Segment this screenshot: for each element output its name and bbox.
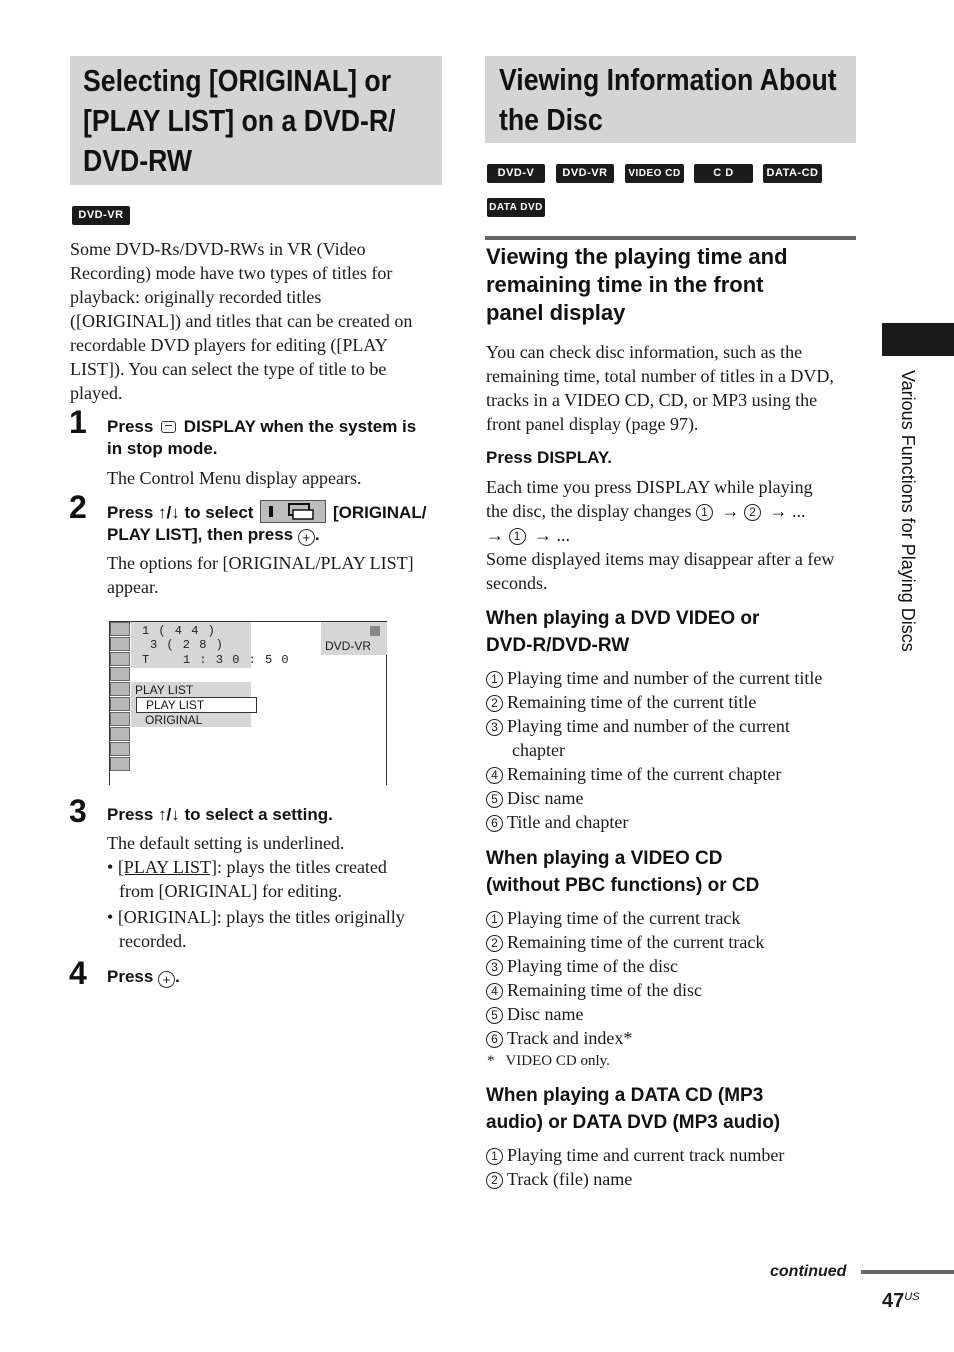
continued-rule (861, 1270, 954, 1274)
video-cd-list (486, 906, 858, 1050)
osd-disc-label: DVD-VR (325, 639, 372, 653)
list-item: 1 Playing time of the current track (486, 906, 858, 930)
enter-button-icon: + (158, 971, 175, 988)
osd-chapter-count: 3 ( 2 8 ) (150, 638, 224, 652)
left-title-line-3: DVD-RW (83, 143, 193, 178)
osd-stop-icon (370, 626, 380, 636)
display-icon (161, 421, 176, 433)
dvd-vr-badge-right: DVD-VR (556, 164, 614, 183)
cd-badge: C D (694, 164, 753, 183)
press-display-heading: Press DISPLAY. (486, 448, 612, 467)
right-title-box (485, 56, 856, 143)
step-3-number: 3 (69, 793, 87, 829)
osd-time: T 1 : 3 0 : 5 0 (142, 653, 290, 667)
step-1-body: The Control Menu display appears. (107, 468, 362, 488)
left-intro: Some DVD-Rs/DVD-RWs in VR (Video Recording) mode have two types of titles for playback: originally recorded titles ([ORIGINAL]) and titles that can be created on recordable DVD players for editing ([PLAY LIST]). You can select the type of title to be played. (70, 239, 413, 403)
osd-menu-title: PLAY LIST (135, 683, 194, 697)
list-item: 2 Remaining time of the current track (486, 930, 858, 954)
video-cd-heading: When playing a VIDEO CD (without PBC functions) or CD (486, 848, 760, 896)
step-4-heading: Press + . (107, 967, 180, 987)
left-title-line-1: Selecting [ORIGINAL] or (83, 63, 392, 98)
sidebar-label: Various Functions for Playing Discs (898, 370, 918, 652)
step-2-number: 2 (69, 489, 87, 525)
dvd-video-list: 1 Playing time and number of the current title 2 Remaining time of the current title 3 Playing time and number of the current chapter 4 Remaining time of the current chapter 5 Disc name 6 Title and chapter (486, 666, 858, 834)
circled-1-icon: 1 (696, 504, 713, 521)
data-cd-heading: When playing a DATA CD (MP3 audio) or DATA DVD (MP3 audio) (486, 1085, 781, 1133)
dvd-vr-badge: DVD-VR (72, 206, 130, 225)
sidebar-tab (882, 323, 954, 356)
list-item: 4 Remaining time of the disc (486, 978, 858, 1002)
right-title-line-1: Viewing Information About (499, 62, 837, 97)
dvd-v-badge: DVD-V (487, 164, 545, 183)
data-cd-badge: DATA-CD (763, 164, 822, 183)
continued-label: continued (770, 1263, 847, 1280)
enter-button-icon: + (298, 529, 315, 546)
osd-title-count: 1 ( 4 4 ) (142, 624, 216, 638)
footnote: * VIDEO CD only. (487, 1053, 610, 1069)
step-3-heading: Press ↑/↓ to select a setting. (107, 805, 333, 824)
list-item: 2 Remaining time of the current title (486, 690, 858, 714)
arrow-right-icon: → (721, 501, 740, 521)
circled-2-icon: 2 (744, 504, 761, 521)
bullet-original: • [ORIGINAL]: plays the titles originally (107, 907, 405, 927)
step-2-body: The options for [ORIGINAL/PLAY LIST] appear. (107, 553, 414, 597)
list-item: 4 Remaining time of the current chapter (486, 762, 858, 786)
circled-1-icon: 1 (509, 528, 526, 545)
data-cd-list (486, 1143, 858, 1191)
left-title-box (70, 56, 442, 185)
section-rule (485, 236, 856, 240)
osd-option-play-list[interactable]: PLAY LIST (136, 697, 257, 713)
display-cycle-text: Each time you press DISPLAY while playing the disc, the display changes 1 → 2 → ... → 1 → ... Some displayed items may disappear after a few seconds. (486, 477, 835, 593)
arrow-right-icon: → (486, 525, 504, 545)
step-1-heading: Press DISPLAY when the system is in stop mode. (107, 417, 417, 458)
list-item: 2 Track (file) name (486, 1167, 858, 1191)
osd-option-original[interactable]: ORIGINAL (145, 713, 203, 727)
dvd-video-heading: When playing a DVD VIDEO or DVD-R/DVD-RW (486, 608, 760, 656)
original-playlist-icon (260, 500, 326, 523)
right-intro: You can check disc information, such as the remaining time, total number of titles in a DVD, tracks in a VIDEO CD, CD, or MP3 using the front panel display (page 97). (486, 342, 834, 434)
step-2-heading: Press ↑/↓ to select [ORIGINAL/ PLAY LIST], then press + . (107, 500, 452, 546)
list-item: 1 Playing time and number of the current title (486, 666, 858, 690)
page-number: $47^{US}$ (882, 1290, 920, 1312)
left-title-line-2: [PLAY LIST] on a DVD-R/ (83, 103, 396, 138)
arrow-right-icon: → (769, 501, 788, 521)
control-menu-display-illustration (109, 621, 387, 785)
list-item: 6 Track and index* (486, 1026, 858, 1050)
step-1-number: 1 (69, 404, 87, 440)
list-item: 5 Disc name (486, 1002, 858, 1026)
list-item: 6 Title and chapter (486, 810, 858, 834)
list-item: 1 Playing time and current track number (486, 1143, 858, 1167)
arrow-right-icon: → (534, 525, 552, 545)
list-item: 3 Playing time of the disc (486, 954, 858, 978)
list-item: 3 Playing time and number of the current (486, 714, 858, 738)
bullet-play-list: • [PLAY LIST]: plays the titles created (107, 857, 387, 877)
section-subtitle: Viewing the playing time and remaining time in the front panel display (486, 244, 788, 325)
step-3-body: The default setting is underlined. • [PLAY LIST]: plays the titles created from [ORIGINAL] for editing. • [ORIGINAL]: plays the titles originally recorded. (107, 831, 452, 953)
video-cd-badge: VIDEO CD (625, 164, 684, 183)
right-title-line-2: the Disc (499, 102, 603, 137)
data-dvd-badge: DATA DVD (487, 198, 545, 217)
list-item: 5 Disc name (486, 786, 858, 810)
step-4-number: 4 (69, 955, 87, 991)
